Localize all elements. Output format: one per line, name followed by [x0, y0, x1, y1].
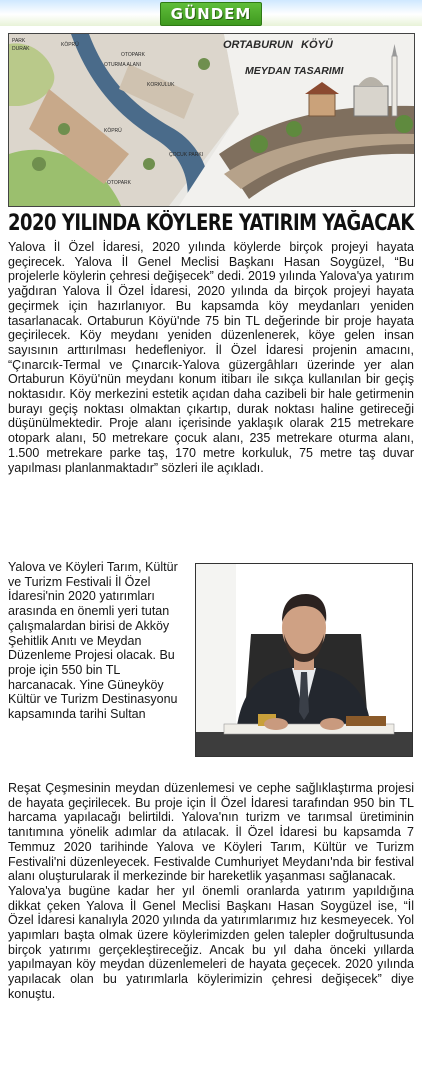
label-oturma-alani: OTURMA ALANI: [104, 62, 141, 68]
label-korkuluk: KORKULUK: [147, 82, 175, 88]
tree-icon: [58, 123, 70, 135]
minaret-render: [392, 56, 397, 116]
tree-icon: [250, 135, 268, 153]
tree-icon: [198, 58, 210, 70]
mosque-render: [354, 86, 388, 116]
article-left-column: Yalova ve Köyleri Tarım, Kültür ve Turizm Festivali İl Özel İdaresi'nin 2020 yatırımları arasında en önemli yeri tutan çalışmalardan birisi de Akköy Şehitlik Anıtı ve Meydan Düzenleme Projesi olacak. Bu proje için 550 bin TL harcanacak. Yine Güneyköy Kültür ve Turizm Destinasyonu kapsamında tarihi Sultan: [8, 560, 178, 722]
label-kopru-2: KÖPRÜ: [104, 128, 122, 134]
tree-icon: [32, 157, 46, 171]
section-header-bar: [0, 0, 422, 26]
label-koyu: KÖYÜ: [301, 39, 333, 51]
building-render: [309, 94, 335, 116]
label-cocuk-parki: ÇOCUK PARKI: [169, 152, 204, 158]
article-paragraph-2: [8, 781, 414, 1002]
tree-icon: [395, 115, 413, 133]
label-otopark-top: OTOPARK: [121, 52, 145, 58]
label-kopru-1: KÖPRÜ: [61, 42, 79, 48]
paragraph-text: Yalova İl Özel İdaresi, 2020 yılında köylerde birçok projeyi hayata geçirecek. Yalova İl Genel Meclisi Başkanı Hasan Soygüzel, “Bu projelerle köylerin çehresi değişecek” dedi. 2019 yılında Yalova'ya yatırım yağdıran Yalova İl Özel İdaresi, 2020 yılında da birçok projeyi hayata geçirmek için hazırlanıyor. Bu kapsamda köy meydanları yeniden tasarlanacak. Ortaburun Köyü'nde 75 bin TL değerinde bir proje hayata geçirilecek. Köy meydanı yeniden düzenlenerek, köye gelen insan sayısının arttırılması hedefleniyor. İl Özel İdaresi projenin amacını, “Çınarcık-Termal ve Çınarcık-Yalova güzergâhları üzerinde yer alan Ortaburun Köyü'nün meydanı konum itibarı ile sıkça kullanılan bir geçiş noktasıdır. Köy merkezini estetik açıdan daha cazibeli bir hale getirmenin burayı geçiş noktası olmaktan çıkartıp, durak noktası haline getireceği düşünülmektedir. Proje alanı içerisinde yaklaşık olarak 215 metrekare otopark alanı, 50 metrekare çocuk alanı, 235 metrekare oturma alanı, 1.500 metrekare parke taş, 170 metre korkuluk, 75 metre taş duvar yapılması planlanmaktadır” sözleri ile açıkladı.: [8, 240, 414, 475]
portrait-photo: [195, 563, 413, 757]
hand: [264, 718, 288, 730]
article-paragraph-1: [8, 240, 414, 475]
design-illustration: [9, 34, 414, 206]
label-meydan-tasarimi: MEYDAN TASARIMI: [245, 65, 344, 77]
tree-icon: [286, 121, 302, 137]
paragraph-text: Yalova'ya bugüne kadar her yıl önemli oranlarda yatırım yapıldığına dikkat çeken Yalova İl Genel Meclisi Başkanı Hasan Soygüzel ise, “İl Özel İdaresi kanalıyla 2020 yılında da yatırımlarımız hız kesmeyecek. Yol yapımları başta olmak üzere köylerimizden gelen talepler doğrultusunda birçok yatırımı gerçekleştireceğiz. Ancak bu yıl daha önceki yıllarda yapılmayan köy meydan düzenlemeleri de hayata geçecek. 2020 yılında yapılacak olan bu yatırımlarla köylerimizin çehresi değişecek” diye konuştu.: [8, 883, 414, 1001]
paragraph-text: Reşat Çeşmesinin meydan düzenlemesi ve cephe sağlıklaştırma projesi de hayata geçirilecek. Bu proje için İl Özel İdaresi tarafından 950 bin TL harcama yapılacağı belirtildi. Yalova'nın turizm ve tarımsal üretiminin tanıtımına yönelik adımlar da atılacak. İl Özel İdaresi bu kapsamda 7 Temmuz 2020 tarihinde Yalova ve Köyleri Tarım, Kültür ve Turizm Festivali'ni düzenleyecek. Festivalde Cumhuriyet Meydanı'nda bir festival alanı oluşturularak il merkezinde bir hareketlik yaşanması sağlanacak.: [8, 781, 414, 884]
desk-item: [346, 716, 386, 726]
label-otopark: OTOPARK: [107, 180, 131, 186]
meydan-design-image: [8, 33, 415, 207]
label-ortaburun: ORTABURUN: [223, 39, 293, 51]
desk: [196, 732, 412, 756]
label-park: PARK: [12, 38, 26, 44]
tree-icon: [143, 158, 155, 170]
label-durak: DURAK: [12, 46, 30, 52]
section-tag: GÜNDEM: [160, 2, 262, 26]
article-headline: 2020 YILINDA KÖYLERE YATIRIM YAĞACAK: [8, 211, 414, 236]
hand: [320, 718, 344, 730]
portrait-illustration: [196, 564, 412, 756]
